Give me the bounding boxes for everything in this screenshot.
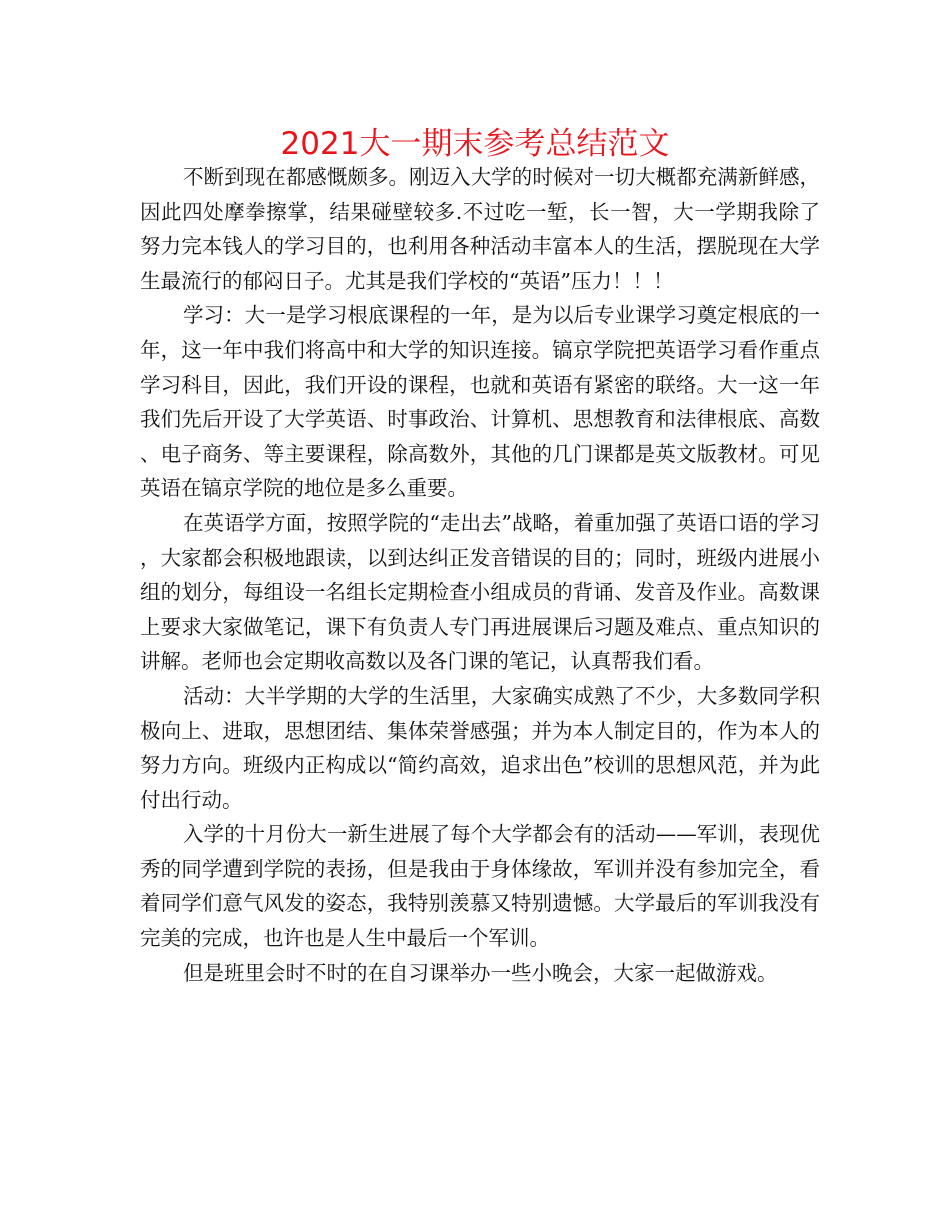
paragraph-class-events: 但是班里会时不时的在自习课举办一些小晚会，大家一起做游戏。 bbox=[183, 960, 778, 985]
paragraph-intro: 不断到现在都感慨颇多。刚迈入大学的时候对一切大概都充满新鲜感，因此四处摩拳擦掌，结果碰壁较多.不过吃一堑，长一智，大一学期我除了努力完本钱人的学习目的，也利用各种活动丰富本人的生活，摆脱现在大学生最流行的郁闷日子。尤其是我们学校的“英语”压力！！！ bbox=[140, 165, 820, 293]
paragraph-activities: 活动：大半学期的大学的生活里，大家确实成熟了不少，大多数同学积极向上、进取，思想团结、集体荣誉感强；并为本人制定目的，作为本人的努力方向。班级内正构成以“简约高效，追求出色”校训的思想风范，并为此付出行动。 bbox=[140, 683, 820, 812]
paragraph-english: 在英语学方面，按照学院的“走出去”战略，着重加强了英语口语的学习，大家都会积极地跟读，以到达纠正发音错误的目的；同时，班级内进展小组的划分，每组设一名组长定期检查小组成员的背诵、发音及作业。高数课上要求大家做笔记，课下有负责人专门再进展课后习题及难点、重点知识的讲解。老师也会定期收高数以及各门课的笔记，认真帮我们看。 bbox=[140, 510, 820, 674]
document-title: 2021大一期末参考总结范文 bbox=[280, 126, 670, 162]
document-body bbox=[140, 160, 820, 990]
paragraph-study: 学习：大一是学习根底课程的一年，是为以后专业课学习奠定根底的一年，这一年中我们将高中和大学的知识连接。镐京学院把英语学习看作重点学习科目，因此，我们开设的课程，也就和英语有紧密的联络。大一这一年我们先后开设了大学英语、时事政治、计算机、思想教育和法律根底、高数、电子商务、等主要课程，除高数外，其他的几门课都是英文版教材。可见英语在镐京学院的地位是多么重要。 bbox=[140, 303, 820, 501]
paragraph-military-training: 入学的十月份大一新生进展了每个大学都会有的活动——军训，表现优秀的同学遭到学院的表扬，但是我由于身体缘故，军训并没有参加完全，看着同学们意气风发的姿态，我特别羡慕又特别遗憾。大学最后的军训我没有完美的完成，也许也是人生中最后一个军训。 bbox=[140, 822, 820, 951]
